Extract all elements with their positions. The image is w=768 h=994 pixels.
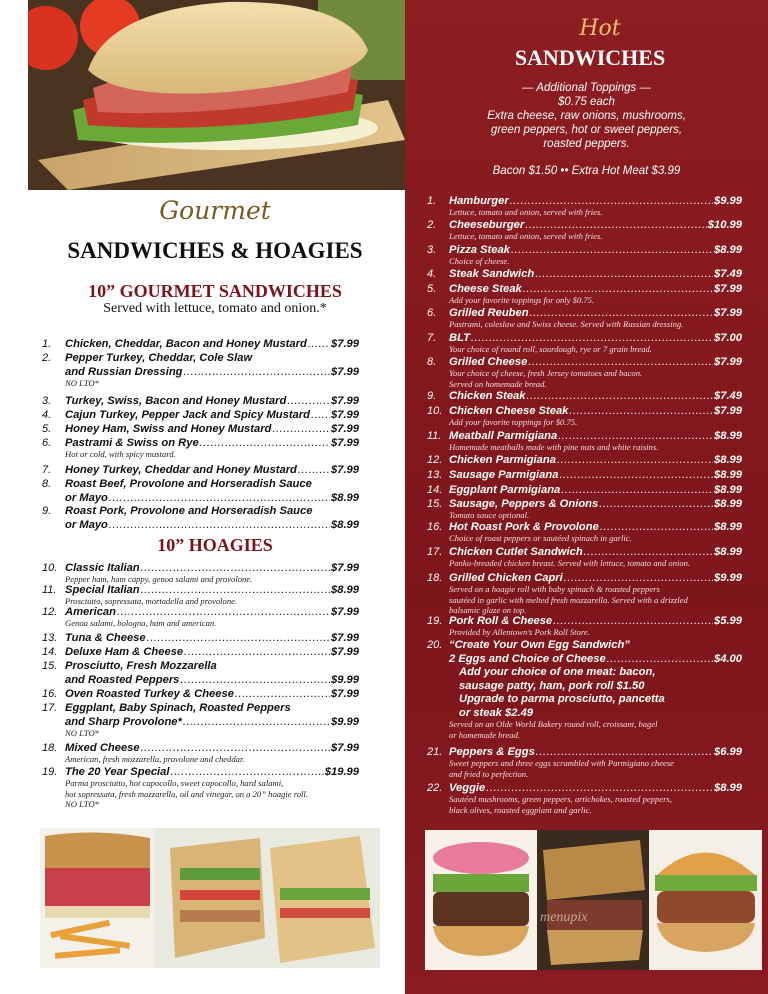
leader-dots bbox=[584, 546, 713, 558]
gourmet-item-price: $9.99 bbox=[331, 715, 359, 728]
gourmet-item-name: Cajun Turkey, Pepper Jack and Spicy Mustard bbox=[65, 409, 310, 421]
hot-item-name: Sausage Parmigiana bbox=[449, 469, 559, 481]
hot-item-name: Cheese Steak bbox=[449, 283, 522, 295]
leader-dots bbox=[599, 498, 713, 510]
hot-item-price: $8.99 bbox=[714, 244, 742, 256]
sub-sandwiches-illustration bbox=[40, 828, 380, 968]
leader-dots bbox=[235, 688, 330, 700]
hot-item-description: or homemade bread. bbox=[449, 729, 521, 740]
hot-item-price: $8.99 bbox=[714, 782, 742, 794]
leader-dots bbox=[557, 454, 713, 466]
hot-item-description: Lettuce, tomato and onion, served with fries. bbox=[449, 231, 603, 241]
hot-menu-item bbox=[449, 615, 742, 627]
hot-item-description: Panko-breaded chicken breast. Served with lettuce, tomato and onion. bbox=[449, 558, 691, 568]
toppings-line-3: roasted peppers. bbox=[543, 138, 630, 150]
leader-dots bbox=[272, 423, 330, 435]
gourmet-item-name: Mixed Cheese bbox=[65, 742, 140, 754]
hot-item-name: BLT bbox=[449, 332, 470, 344]
leader-dots bbox=[553, 615, 713, 627]
gourmet-item-price: $7.99 bbox=[331, 365, 359, 378]
gourmet-item-name: and Russian Dressing bbox=[65, 365, 183, 378]
leader-dots bbox=[600, 521, 713, 533]
leader-dots bbox=[558, 430, 713, 442]
hot-menu-item bbox=[449, 546, 742, 558]
hot-item-description: Lettuce, tomato and onion, served with fries. bbox=[449, 207, 603, 217]
gourmet-item-number: 19. bbox=[42, 766, 58, 778]
hot-menu-item bbox=[449, 268, 742, 280]
bottom-burger-photos bbox=[425, 830, 762, 970]
gourmet-menu-item bbox=[65, 584, 359, 596]
hot-item-name: Grilled Cheese bbox=[449, 356, 528, 368]
toppings-line-2: green peppers, hot or sweet peppers, bbox=[490, 124, 683, 136]
hot-menu-item bbox=[449, 283, 742, 295]
gourmet-menu-item bbox=[65, 688, 359, 700]
hot-item-description: black olives, roasted eggplant and garlic. bbox=[449, 804, 592, 815]
hot-item-price: $9.99 bbox=[714, 572, 742, 584]
hot-item-number: 7. bbox=[427, 332, 437, 344]
hot-menu-item bbox=[449, 430, 742, 442]
gourmet-item-price: $7.99 bbox=[331, 562, 359, 574]
gourmet-item-number: 13. bbox=[42, 632, 58, 644]
hot-item-number: 3. bbox=[427, 244, 437, 256]
hot-menu-item bbox=[449, 307, 742, 319]
burgers-illustration bbox=[425, 830, 762, 970]
gourmet-item-price: $7.99 bbox=[331, 423, 359, 435]
gourmet-menu-item bbox=[65, 632, 359, 644]
hot-item-name: Hot Roast Pork & Provolone bbox=[449, 521, 599, 533]
hot-item-description: Provided by Allentown’s Pork Roll Store. bbox=[449, 627, 590, 637]
hot-item-description: Your choice of cheese, fresh Jersey tomatoes and bacon. bbox=[449, 368, 643, 378]
toppings-price: $0.75 each bbox=[558, 96, 615, 108]
hot-item-number: 1. bbox=[427, 195, 437, 207]
gourmet-menu-item bbox=[65, 742, 359, 754]
hot-menu-item bbox=[449, 454, 742, 466]
gourmet-menu-item bbox=[65, 766, 359, 778]
extras-line: Bacon $1.50 •• Extra Hot Meat $3.99 bbox=[492, 165, 681, 177]
hot-item-number: 19. bbox=[427, 615, 443, 627]
hot-item-price: $7.99 bbox=[714, 405, 742, 417]
hot-item-description: Pastrami, coleslaw and Swiss cheese. Served with Russian dressing. bbox=[449, 319, 684, 329]
leader-dots bbox=[180, 674, 330, 686]
gourmet-script-title: Gourmet bbox=[159, 196, 271, 225]
gourmet-item-price: $7.99 bbox=[331, 742, 359, 754]
gourmet-item-price: $7.99 bbox=[331, 437, 359, 449]
gourmet-item-price: $7.99 bbox=[331, 395, 359, 407]
hot-item-number: 14. bbox=[427, 484, 443, 496]
hot-item-price: $7.99 bbox=[714, 356, 742, 368]
gourmet-menu-item bbox=[65, 409, 359, 421]
hot-item-name: Pizza Steak bbox=[449, 244, 510, 256]
hot-menu-item bbox=[449, 405, 742, 417]
gourmet-item-description: NO LTO* bbox=[65, 799, 99, 809]
gourmet-item-number: 16. bbox=[42, 688, 58, 700]
leader-dots bbox=[530, 307, 713, 319]
gourmet-item-number: 18. bbox=[42, 742, 58, 754]
hot-item-number: 22. bbox=[427, 782, 443, 794]
hot-item-price: $7.99 bbox=[714, 283, 742, 295]
hot-item-name: “Create Your Own Egg Sandwich” bbox=[449, 639, 630, 651]
hot-item-description: Choice of cheese. bbox=[449, 256, 510, 266]
gourmet-item-number: 3. bbox=[42, 395, 52, 407]
gourmet-item-name: and Sharp Provolone* bbox=[65, 715, 182, 728]
leader-dots bbox=[525, 219, 707, 231]
hot-item-detail: sausage patty, ham, pork roll $1.50 bbox=[459, 679, 645, 692]
gourmet-item-number: 5. bbox=[42, 423, 52, 435]
hot-item-number: 11. bbox=[427, 430, 442, 442]
leader-dots bbox=[184, 366, 330, 378]
hot-item-number: 13. bbox=[427, 469, 443, 481]
gourmet-item-description: Genoa salami, bologna, ham and american. bbox=[65, 618, 217, 628]
hot-item-price: $8.99 bbox=[714, 469, 742, 481]
leader-dots bbox=[535, 268, 713, 280]
gourmet-item-number: 1. bbox=[42, 338, 52, 350]
gourmet-menu-item bbox=[65, 464, 359, 476]
gourmet-item-number: 17. bbox=[42, 702, 58, 714]
leader-dots bbox=[471, 332, 713, 344]
gourmet-item-price: $7.99 bbox=[331, 646, 359, 658]
hot-item-price: $8.99 bbox=[714, 546, 742, 558]
gourmet-menu-item bbox=[65, 606, 359, 618]
hot-item-price: $4.00 bbox=[714, 652, 742, 665]
leader-dots bbox=[141, 584, 330, 596]
hot-menu-item bbox=[449, 244, 742, 256]
hero-sandwich-photo bbox=[28, 0, 405, 190]
hot-item-price: $7.99 bbox=[714, 307, 742, 319]
section-gourmet-sandwiches: 10” GOURMET SANDWICHES bbox=[88, 281, 342, 301]
hot-item-number: 12. bbox=[427, 454, 443, 466]
leader-dots bbox=[526, 390, 713, 402]
leader-dots bbox=[170, 766, 323, 778]
hot-menu-item bbox=[449, 390, 742, 402]
toppings-line-1: Extra cheese, raw onions, mushrooms, bbox=[487, 110, 686, 122]
hot-item-number: 6. bbox=[427, 307, 437, 319]
gourmet-main-title: SANDWICHES & HOAGIES bbox=[67, 238, 363, 263]
hot-item-description: Served on an Olde World Bakery round roll, croissant, bagel bbox=[449, 719, 658, 729]
gourmet-item-description: Parma prosciutto, hot capocollo, sweet capocollo, hard salami, bbox=[65, 778, 284, 788]
hot-item-number: 5. bbox=[427, 283, 437, 295]
leader-dots bbox=[287, 395, 330, 407]
leader-dots bbox=[200, 437, 330, 449]
gourmet-item-name: Pastrami & Swiss on Rye bbox=[65, 437, 199, 449]
hot-item-name: Pork Roll & Cheese bbox=[449, 615, 553, 627]
hot-menu-item bbox=[449, 746, 742, 758]
gourmet-menu-item bbox=[65, 674, 359, 686]
hot-menu-item bbox=[449, 521, 742, 533]
leader-dots bbox=[147, 632, 330, 644]
gourmet-item-name: Pepper Turkey, Cheddar, Cole Slaw bbox=[65, 352, 253, 364]
hot-menu-item bbox=[449, 782, 742, 794]
gourmet-item-price: $7.99 bbox=[331, 409, 359, 421]
gourmet-item-name: American bbox=[65, 606, 116, 618]
gourmet-item-number: 7. bbox=[42, 464, 52, 476]
gourmet-item-number: 9. bbox=[42, 505, 52, 517]
leader-dots bbox=[141, 562, 330, 574]
gourmet-item-price: $19.99 bbox=[324, 766, 359, 778]
hot-item-name: Chicken Steak bbox=[449, 390, 526, 402]
hot-item-number: 4. bbox=[427, 268, 437, 280]
hot-item-number: 17. bbox=[427, 546, 443, 558]
hot-item-price: $7.49 bbox=[714, 268, 742, 280]
hot-item-number: 18. bbox=[427, 572, 443, 584]
gourmet-menu-item bbox=[65, 366, 359, 378]
gourmet-item-description: hot sopressata, fresh mozzarella, oil and vinegar, on a 20” hoagie roll. bbox=[65, 788, 308, 799]
gourmet-item-name: Honey Ham, Swiss and Honey Mustard bbox=[65, 423, 272, 435]
gourmet-item-number: 2. bbox=[42, 352, 52, 364]
hot-item-number: 8. bbox=[427, 356, 437, 368]
hot-item-name: Hamburger bbox=[449, 195, 509, 207]
hot-menu-item bbox=[449, 219, 742, 231]
hot-item-price: $6.99 bbox=[714, 746, 742, 758]
hot-item-description: and fried to perfection. bbox=[449, 768, 529, 779]
gourmet-menu-item bbox=[65, 395, 359, 407]
gourmet-item-price: $9.99 bbox=[331, 673, 359, 686]
gourmet-item-name: Turkey, Swiss, Bacon and Honey Mustard bbox=[65, 395, 287, 407]
gourmet-item-price: $8.99 bbox=[331, 491, 359, 504]
gourmet-menu-item bbox=[65, 338, 359, 350]
gourmet-menu-item bbox=[65, 646, 359, 658]
gourmet-menu-item bbox=[65, 492, 359, 504]
leader-dots bbox=[523, 283, 713, 295]
hot-item-name: Steak Sandwich bbox=[449, 268, 535, 280]
hot-item-number: 16. bbox=[427, 521, 443, 533]
hot-item-name: Chicken Cutlet Sandwich bbox=[449, 546, 583, 558]
gourmet-item-name: Roast Pork, Provolone and Horseradish Sauce bbox=[65, 505, 313, 517]
gourmet-item-number: 10. bbox=[42, 562, 58, 574]
gourmet-item-price: $8.99 bbox=[331, 584, 359, 596]
hot-menu-item bbox=[449, 498, 742, 510]
leader-dots bbox=[117, 606, 330, 618]
leader-dots bbox=[308, 338, 330, 350]
leader-dots bbox=[528, 356, 713, 368]
hot-item-description: Sweet peppers and three eggs scrambled with Parmigiano cheese bbox=[449, 758, 674, 768]
gourmet-item-name: Chicken, Cheddar, Bacon and Honey Mustard bbox=[65, 338, 307, 350]
gourmet-item-name: The 20 Year Special bbox=[65, 766, 170, 778]
hot-item-name: 2 Eggs and Choice of Cheese bbox=[449, 652, 606, 665]
hot-item-description: Tomato sauce optional. bbox=[449, 510, 530, 520]
leader-dots bbox=[561, 484, 713, 496]
hot-item-description: balsamic glaze on top. bbox=[449, 605, 527, 615]
hot-item-description: Served on homemade bread. bbox=[449, 378, 547, 389]
gourmet-item-name: Classic Italian bbox=[65, 562, 140, 574]
hot-item-number: 2. bbox=[427, 219, 437, 231]
hot-item-name: Grilled Reuben bbox=[449, 307, 529, 319]
leader-dots bbox=[511, 244, 713, 256]
hot-item-detail: Upgrade to parma prosciutto, pancetta bbox=[459, 693, 665, 706]
hot-item-name: Meatball Parmigiana bbox=[449, 430, 558, 442]
leader-dots bbox=[510, 195, 713, 207]
hot-item-number: 15. bbox=[427, 498, 443, 510]
gourmet-item-number: 11. bbox=[42, 584, 57, 596]
hot-item-price: $5.99 bbox=[714, 615, 742, 627]
hot-item-description: Add your favorite toppings for $0.75. bbox=[449, 417, 578, 427]
leader-dots bbox=[109, 519, 330, 531]
hot-item-description: Served on a hoagie roll with baby spinach & roasted peppers bbox=[449, 584, 660, 594]
hot-item-description: Homemade meatballs made with pine nuts and white raisins. bbox=[449, 442, 659, 452]
gourmet-item-price: $8.99 bbox=[331, 518, 359, 531]
gourmet-item-description: NO LTO* bbox=[65, 377, 99, 388]
hot-item-price: $7.00 bbox=[714, 332, 742, 344]
gourmet-item-number: 12. bbox=[42, 606, 58, 618]
hot-item-description: Your choice of round roll, sourdough, rye or 7 grain bread. bbox=[449, 344, 652, 354]
hot-item-description: Sautéed mushrooms, green peppers, artichokes, roasted peppers, bbox=[449, 794, 672, 804]
gourmet-item-description: American, fresh mozzarella, provolone and cheddar. bbox=[65, 754, 245, 764]
hot-panel bbox=[405, 0, 768, 994]
hot-main-title: SANDWICHES bbox=[514, 45, 666, 70]
hot-item-name: Grilled Chicken Capri bbox=[449, 572, 563, 584]
hot-menu-item bbox=[449, 469, 742, 481]
hot-item-number: 9. bbox=[427, 390, 437, 402]
gourmet-item-name: Eggplant, Baby Spinach, Roasted Peppers bbox=[65, 702, 291, 714]
leader-dots bbox=[298, 464, 330, 476]
gourmet-item-description: Pepper ham, ham cappy, genoa salami and provolone. bbox=[65, 574, 253, 584]
hot-item-name: Sausage, Peppers & Onions bbox=[449, 498, 599, 510]
hot-item-description: sautéed in garlic with melted fresh mozzarella. Served with a drizzled bbox=[449, 594, 688, 605]
hot-menu-item bbox=[449, 332, 742, 344]
gourmet-item-name: Roast Beef, Provolone and Horseradish Sauce bbox=[65, 478, 312, 490]
hot-item-number: 20. bbox=[427, 639, 443, 651]
section-hoagies: 10” HOAGIES bbox=[157, 535, 273, 555]
hot-menu-item bbox=[449, 484, 742, 496]
gourmet-menu-item bbox=[65, 519, 359, 531]
leader-dots bbox=[569, 405, 713, 417]
gourmet-item-price: $7.99 bbox=[331, 632, 359, 644]
hot-menu-item bbox=[449, 653, 742, 665]
gourmet-item-name: or Mayo bbox=[65, 491, 108, 504]
hot-item-name: Chicken Cheese Steak bbox=[449, 405, 569, 417]
gourmet-item-number: 8. bbox=[42, 478, 52, 490]
hot-item-price: $8.99 bbox=[714, 430, 742, 442]
hot-item-detail: Add your choice of one meat: bacon, bbox=[459, 666, 656, 679]
hot-item-price: $8.99 bbox=[714, 521, 742, 533]
gourmet-item-price: $7.99 bbox=[331, 688, 359, 700]
gourmet-item-number: 6. bbox=[42, 437, 52, 449]
gourmet-item-price: $7.99 bbox=[331, 464, 359, 476]
gourmet-item-name: Prosciutto, Fresh Mozzarella bbox=[65, 660, 217, 672]
hot-item-number: 10. bbox=[427, 405, 443, 417]
gourmet-item-name: Special Italian bbox=[65, 584, 140, 596]
leader-dots bbox=[141, 742, 330, 754]
leader-dots bbox=[559, 469, 713, 481]
hot-item-price: $8.99 bbox=[714, 454, 742, 466]
bottom-sandwich-photos bbox=[40, 828, 380, 968]
hot-item-price: $8.99 bbox=[714, 484, 742, 496]
gourmet-menu-item bbox=[65, 423, 359, 435]
leader-dots bbox=[564, 572, 713, 584]
hot-item-name: Veggie bbox=[449, 782, 486, 794]
sandwich-illustration bbox=[28, 0, 405, 190]
leader-dots bbox=[109, 492, 330, 504]
hot-menu-item bbox=[449, 195, 742, 207]
gourmet-menu-item bbox=[65, 562, 359, 574]
gourmet-item-name: Tuna & Cheese bbox=[65, 632, 146, 644]
hot-item-description: Add your favorite toppings for only $0.75. bbox=[449, 295, 595, 305]
gourmet-item-name: and Roasted Peppers bbox=[65, 673, 180, 686]
gourmet-item-name: or Mayo bbox=[65, 518, 108, 531]
hot-item-price: $9.99 bbox=[714, 195, 742, 207]
gourmet-item-name: Oven Roasted Turkey & Cheese bbox=[65, 688, 234, 700]
leader-dots bbox=[311, 409, 330, 421]
gourmet-item-description: Hot or cold, with spicy mustard. bbox=[65, 449, 176, 459]
hot-item-price: $10.99 bbox=[707, 219, 742, 231]
hot-script-title: Hot bbox=[579, 16, 621, 41]
leader-dots bbox=[486, 782, 713, 794]
leader-dots bbox=[536, 746, 713, 758]
hot-item-number: 21. bbox=[427, 746, 443, 758]
leader-dots bbox=[607, 653, 713, 665]
gourmet-menu-item bbox=[65, 716, 359, 728]
leader-dots bbox=[184, 646, 330, 658]
hot-menu-item bbox=[449, 356, 742, 368]
gourmet-menu-item bbox=[65, 437, 359, 449]
gourmet-item-name: Honey Turkey, Cheddar and Honey Mustard bbox=[65, 464, 297, 476]
hot-item-price: $8.99 bbox=[714, 498, 742, 510]
gourmet-item-description: Prosciutto, sopressata, mortadella and provolone. bbox=[65, 596, 238, 606]
gourmet-item-number: 4. bbox=[42, 409, 52, 421]
hot-item-name: Cheeseburger bbox=[449, 219, 525, 231]
gourmet-item-number: 14. bbox=[42, 646, 58, 658]
hot-menu-item bbox=[449, 572, 742, 584]
hot-item-name: Chicken Parmigiana bbox=[449, 454, 556, 466]
gourmet-item-name: Deluxe Ham & Cheese bbox=[65, 646, 184, 658]
leader-dots bbox=[183, 716, 330, 728]
hot-item-name: Eggplant Parmigiana bbox=[449, 484, 561, 496]
gourmet-item-description: NO LTO* bbox=[65, 727, 99, 738]
hot-item-description: Choice of roast peppers or sautéed spinach in garlic. bbox=[449, 533, 632, 543]
hot-item-detail: or steak $2.49 bbox=[459, 707, 534, 719]
gourmet-item-price: $7.99 bbox=[331, 338, 359, 350]
toppings-heading: — Additional Toppings — bbox=[522, 82, 651, 94]
hot-item-price: $7.49 bbox=[714, 390, 742, 402]
section-gourmet-subtitle: Served with lettuce, tomato and onion.* bbox=[103, 301, 327, 316]
gourmet-item-price: $7.99 bbox=[331, 606, 359, 618]
hot-item-name: Peppers & Eggs bbox=[449, 746, 535, 758]
watermark: menupix bbox=[540, 910, 588, 925]
gourmet-item-number: 15. bbox=[42, 660, 58, 672]
